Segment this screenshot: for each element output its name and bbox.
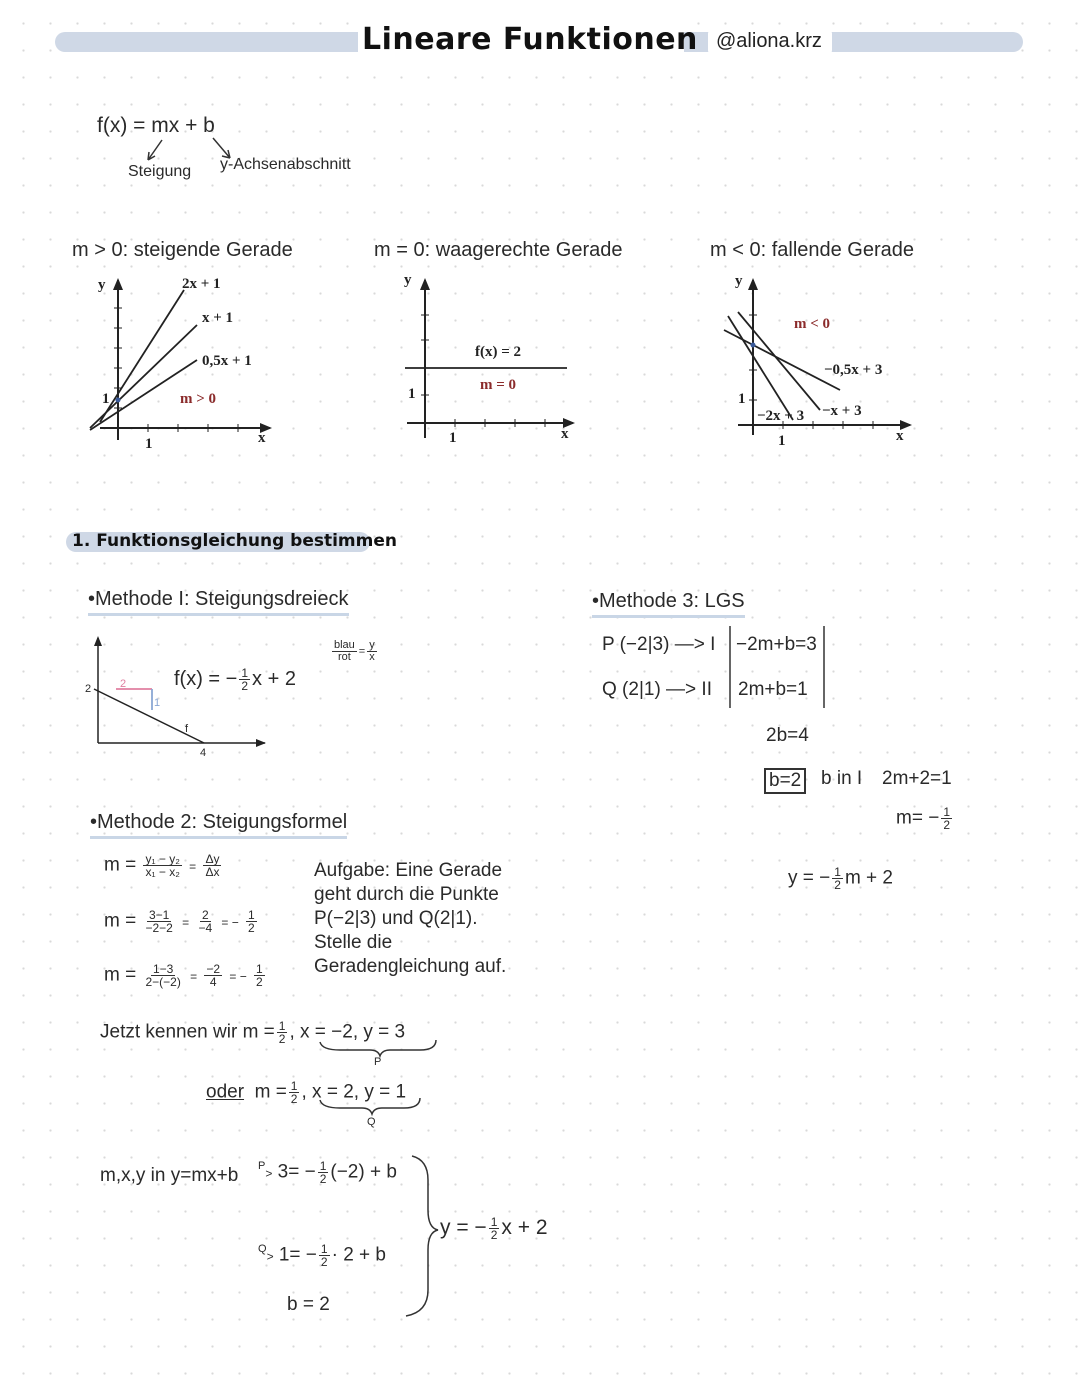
graph3-line-label-3: −x + 3	[822, 403, 862, 419]
graph1-tick-x: 1	[145, 436, 153, 452]
method2-title: •Methode 2: Steigungsformel	[90, 811, 347, 839]
triangle-rise-label: 1	[154, 697, 161, 709]
axis-four-label: 4	[200, 747, 207, 759]
graph2-x-label: x	[561, 426, 569, 442]
graph2-tick-x: 1	[449, 430, 457, 446]
insert-eq-p: $^P$> 3= − $\frac{1}{2}$ (−2) + b	[258, 1159, 397, 1186]
axis-two-label: 2	[85, 683, 92, 695]
slope-formula-q-first: m = $\frac{1-3}{2-(-2)}$ = $\frac{-2}{4}$ = − $\frac{1}{2}$	[104, 962, 263, 989]
insert-eq-b: b = 2	[287, 1294, 330, 1315]
graph3-note: m < 0	[794, 316, 831, 332]
insert-lead: m,x,y in y=mx+b	[100, 1165, 239, 1186]
general-formula: f(x) = mx + b	[97, 114, 215, 137]
author-handle: @aliona.krz	[716, 30, 822, 52]
graph1-line-label-2: x + 1	[202, 310, 234, 326]
graph1-y-label: y	[98, 277, 106, 293]
graph-heading-negative: m < 0: fallende Gerade	[710, 239, 915, 261]
graph1-note: m > 0	[180, 391, 217, 407]
method1-function: f(x) = − $\frac{1}{2}$ x + 2	[174, 666, 296, 693]
lgs-b-value: b=2	[764, 768, 806, 794]
graph3-y-label: y	[735, 273, 743, 289]
graph3-tick-x: 1	[778, 433, 786, 449]
known-values-q: oder m = $\frac{1}{2}$ , x = 2, y = 1	[206, 1079, 407, 1106]
slope-legend: $\frac{\text{blau}}{\text{rot}}$ = $\frac{y}{x}$	[334, 639, 375, 663]
lgs-point-q: Q (2|1) —> II	[602, 679, 712, 700]
lgs-sum: 2b=4	[766, 725, 809, 746]
insert-result: y = − $\frac{1}{2}$ x + 2	[440, 1215, 548, 1242]
lgs-m-value: m= − $\frac{1}{2}$	[896, 805, 950, 832]
graph1-line-label-1: 2x + 1	[182, 276, 221, 292]
slope-formula-general: m = $\frac{\text{y₁ − y₂}}{\text{x₁ − x₂}}$ = $\frac{\Delta y}{\Delta x}$	[104, 852, 220, 879]
slope-formula-p-first: m = $\frac{3-1}{-2-2}$ = $\frac{2}{-4}$ = − $\frac{1}{2}$	[104, 908, 255, 935]
lgs-eq-1: −2m+b=3	[736, 634, 817, 655]
known-values-p: Jetzt kennen wir m = $\frac{1}{2}$ , x = −2, y = 3	[100, 1019, 406, 1046]
method1-title: •Methode I: Steigungsdreieck	[88, 588, 349, 616]
graph2-y-label: y	[404, 272, 412, 288]
graph-heading-zero: m = 0: waagerechte Gerade	[374, 239, 623, 261]
section-title: 1. Funktionsgleichung bestimmen	[72, 531, 397, 551]
curve-f-label: f	[185, 723, 189, 735]
lgs-b-in: b in I	[821, 768, 863, 789]
brace-p-label: P	[374, 1056, 382, 1068]
graph3-line-label-1: −0,5x + 3	[824, 362, 883, 378]
triangle-run-label: 2	[120, 678, 127, 690]
page-title: Lineare Funktionen	[362, 22, 698, 57]
slope-label: Steigung	[128, 163, 192, 180]
graph2-tick-y: 1	[408, 386, 416, 402]
intercept-label: y-Achsenabschnitt	[220, 156, 351, 173]
graph3-x-label: x	[896, 428, 904, 444]
method3-title: •Methode 3: LGS	[592, 590, 745, 618]
graph-heading-positive: m > 0: steigende Gerade	[72, 239, 293, 261]
graph1-line-label-3: 0,5x + 1	[202, 353, 252, 369]
brace-q-label: Q	[367, 1116, 376, 1128]
graph1-tick-y: 1	[102, 391, 110, 407]
graph2-note: m = 0	[480, 377, 517, 393]
insert-eq-q: $^Q$> 1= − $\frac{1}{2}$ · 2 + b	[258, 1242, 386, 1269]
lgs-eq-2: 2m+b=1	[738, 679, 808, 700]
task-text: Aufgabe: Eine Gerade geht durch die Punkte P(−2|3) und Q(2|1). Stelle die Geradengleichung auf.	[314, 860, 507, 977]
lgs-result: y = − $\frac{1}{2}$ m + 2	[788, 865, 893, 892]
graph2-line-label: f(x) = 2	[475, 344, 522, 360]
lgs-point-p: P (−2|3) —> I	[602, 634, 716, 655]
graph3-tick-y: 1	[738, 391, 746, 407]
lgs-substituted: 2m+2=1	[882, 768, 952, 789]
graph3-line-label-2: −2x + 3	[757, 408, 805, 424]
graph1-x-label: x	[258, 430, 266, 446]
